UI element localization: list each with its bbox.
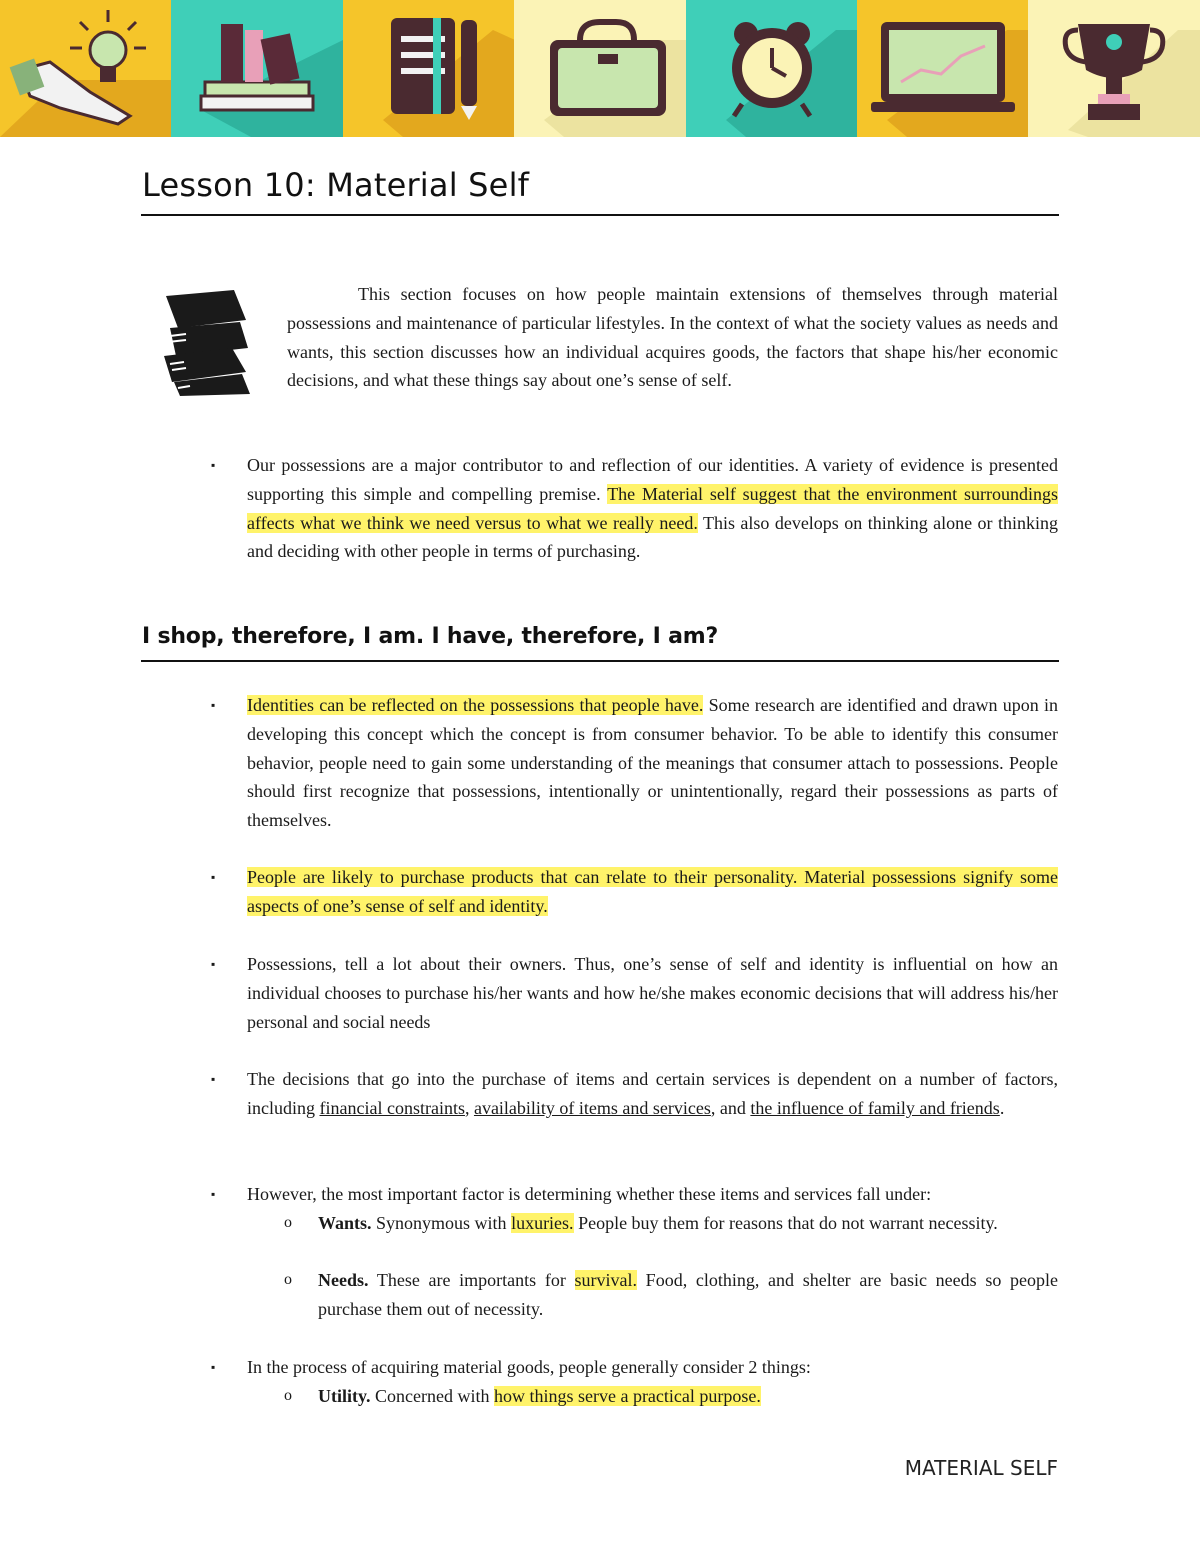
factor-availability: availability of items and services (473, 1097, 711, 1118)
banner-tile-books (171, 0, 342, 137)
factor-family-friends: the influence of family and friends (750, 1097, 1000, 1118)
sub-marker: o (284, 1271, 292, 1288)
bullet-marker: ▪ (211, 957, 216, 971)
laptop-chart-icon (857, 0, 1028, 137)
utility-highlight: how things serve a practical purpose. (493, 1386, 761, 1406)
sub-item-needs (318, 1266, 1058, 1324)
banner-tile-trophy (1028, 0, 1199, 137)
wants-text-b: People buy them for reasons that do not warrant necessity. (573, 1213, 998, 1233)
bullet2-highlight: Identities can be reflected on the possessions that people have. (247, 695, 704, 715)
bullet-identities-reflected (247, 691, 1058, 835)
bullet-marker: ▪ (211, 1072, 216, 1086)
bullet2-text: Some research are identified and drawn upon in developing this concept which the concept is from consumer behavior. To be able to identify this consumer behavior, people need to gain some understanding of the meanings that consumer attach to possessions. People should first recognize that possessions, intentionally or unintentionally, regard their possessions as parts of themselves. (247, 695, 1059, 831)
bullet-personality-products (247, 863, 1058, 921)
bullet-possessions-identity (247, 451, 1058, 566)
lightbulb-hand-icon (0, 0, 171, 137)
page-title: Lesson 10: Material Self (142, 166, 530, 204)
briefcase-icon (514, 0, 685, 137)
bullet-acquiring-goods: In the process of acquiring material goods, people generally consider 2 things: (247, 1357, 811, 1377)
bullet5-sep-1: , (464, 1097, 474, 1118)
header-banner (0, 0, 1200, 137)
alarm-clock-icon (686, 0, 857, 137)
title-divider (141, 214, 1059, 216)
banner-tile-briefcase (514, 0, 685, 137)
bullet1-text-a: Our possessions are a major contributor to and reflection of our identities. A variety of evidence is presented supporting this simple and compelling premise. (247, 455, 1058, 504)
utility-label: Utility. (318, 1386, 371, 1406)
banner-tile-laptop (857, 0, 1028, 137)
bullet-marker: ▪ (211, 458, 216, 472)
intro-paragraph: This section focuses on how people maintain extensions of themselves through material possessions and maintenance of particular lifestyles. In the context of what the society values as needs and wants, this section discusses how an individual acquires goods, the factors that shape his/her economic decisions, and what these things say about one’s sense of self. (287, 284, 1058, 391)
wants-text-a: Synonymous with (371, 1213, 512, 1233)
sub-item-utility (318, 1382, 1058, 1411)
banner-tile-clock (686, 0, 857, 137)
needs-text-a: These are importants for (368, 1270, 575, 1290)
sub-marker: o (284, 1214, 292, 1231)
wants-highlight: luxuries. (511, 1213, 574, 1233)
utility-text-a: Concerned with (370, 1386, 494, 1406)
section-divider (141, 660, 1059, 662)
bullet1-text-b: This also develops on thinking alone or thinking and deciding with other people in terms of purchasing. (247, 512, 1058, 562)
trophy-icon (1028, 0, 1199, 137)
sub-marker: o (284, 1387, 292, 1404)
needs-highlight: survival. (574, 1270, 637, 1290)
bullet-marker: ▪ (211, 870, 216, 884)
section-heading: I shop, therefore, I am. I have, therefore, I am? (142, 624, 719, 649)
bullet5-text: The decisions that go into the purchase of items and certain services is dependent on a number of factors, including (247, 1069, 1058, 1118)
page-footer: MATERIAL SELF (904, 1456, 1058, 1480)
needs-text-b: Food, clothing, and shelter are basic needs so people purchase them out of necessity. (318, 1270, 1058, 1319)
book-stack-icon (160, 290, 252, 396)
notebook-pen-icon (343, 0, 514, 137)
bullet-purchase-factors (247, 1065, 1058, 1123)
bullet-marker: ▪ (211, 698, 216, 712)
bullet3-highlight: People are likely to purchase products that can relate to their personality. Material possessions signify some aspects of one’s sense of self and identity. (247, 867, 1058, 916)
bullet-wants-needs: However, the most important factor is determining whether these items and services fall under: (247, 1184, 932, 1204)
needs-label: Needs. (318, 1270, 369, 1290)
factor-financial: financial constraints (319, 1097, 465, 1118)
bullet5-end: . (999, 1097, 1005, 1118)
sub-item-wants (318, 1209, 1058, 1238)
bullet-marker: ▪ (211, 1360, 216, 1374)
banner-tile-idea (0, 0, 171, 137)
books-icon (171, 0, 342, 137)
bullet-possessions-owners: Possessions, tell a lot about their owners. Thus, one’s sense of self and identity is influential on how an individual chooses to purchase his/her wants and how he/she makes economic decisions that will address his/her personal and social needs (247, 954, 1058, 1032)
banner-tile-notebook (343, 0, 514, 137)
wants-label: Wants. (318, 1213, 372, 1233)
bullet-marker: ▪ (211, 1187, 216, 1201)
bullet1-highlight: The Material self suggest that the environment surroundings affects what we think we need versus to what we really need. (247, 483, 1058, 533)
bullet5-sep-2: , and (710, 1097, 751, 1118)
